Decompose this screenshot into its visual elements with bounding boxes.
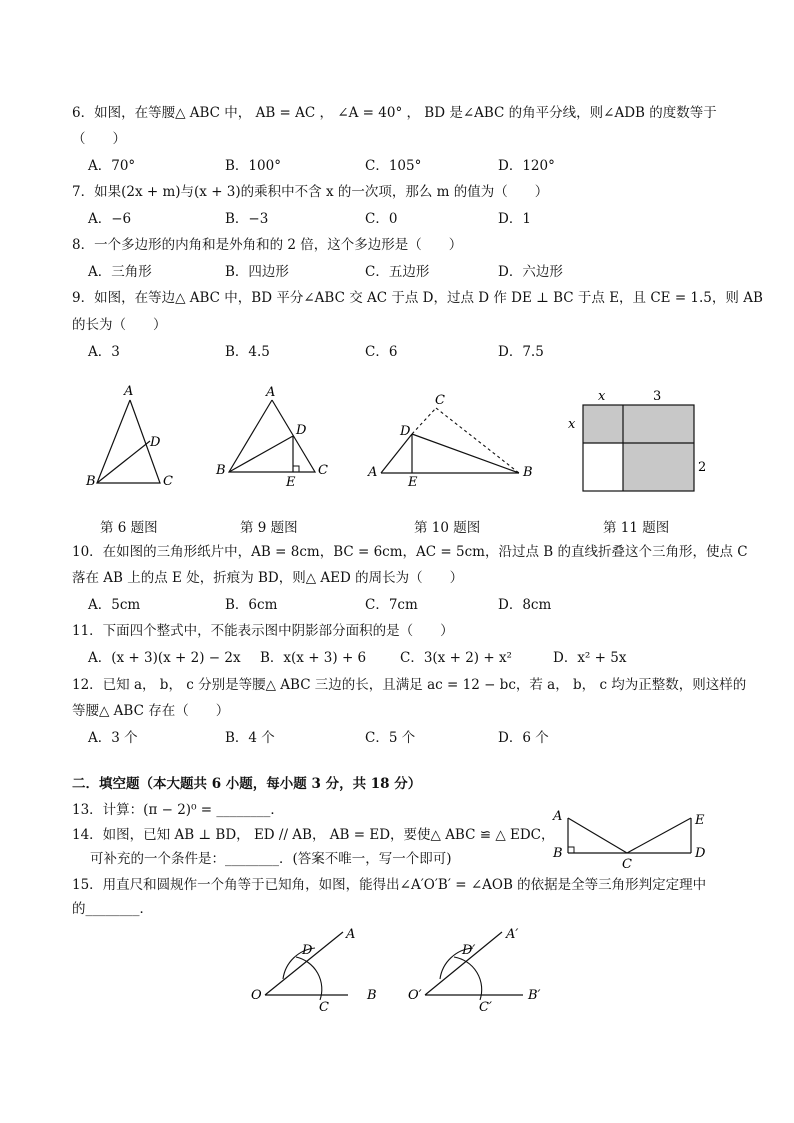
fig14-label-d: D <box>695 846 706 861</box>
q14-text2: 可补充的一个条件是：________．(答案不唯一，写一个即可) <box>90 851 452 867</box>
q11-option-b[interactable]: B．x(x + 3) + 6 <box>260 650 367 666</box>
fig6-label-c: C <box>163 474 173 489</box>
q9-option-c[interactable]: C．6 <box>365 344 398 360</box>
q9-option-b[interactable]: B．4.5 <box>225 344 270 360</box>
fig10-label-e: E <box>408 475 418 490</box>
q15-text2: 的________． <box>72 901 153 917</box>
fig15-angle-aob <box>251 927 377 1015</box>
fig14-label-a: A <box>553 809 563 824</box>
q7-option-c[interactable]: C．0 <box>365 211 398 227</box>
q8-option-b[interactable]: B．四边形 <box>225 264 289 280</box>
q7-option-d[interactable]: D．1 <box>498 211 531 227</box>
fig9-label-b: B <box>216 463 226 478</box>
q11-text: 11．下面四个整式中，不能表示图中阴影部分面积的是（ ） <box>72 623 454 639</box>
fig10-label-c: C <box>435 393 445 408</box>
fig14-label-e: E <box>695 813 705 828</box>
q8-option-a[interactable]: A．三角形 <box>88 264 152 280</box>
q12-option-b[interactable]: B．4 个 <box>225 730 275 746</box>
fig11-label-x-top: x <box>598 389 606 404</box>
fig15-label-d-prime: D′ <box>462 943 476 958</box>
fig9-label-d: D <box>296 423 307 438</box>
q12-option-c[interactable]: C．5 个 <box>365 730 416 746</box>
q14-text: 14．如图，已知 AB ⊥ BD， ED // AB， AB = ED，要使△ ABC ≌ △ EDC， <box>72 827 555 843</box>
fig10-label-d: D <box>400 424 411 439</box>
q9-text: 9．如图，在等边△ ABC 中，BD 平分∠ABC 交 AC 于点 D，过点 D 作 DE ⊥ BC 于点 E，且 CE = 1.5，则 AB <box>72 290 763 306</box>
q12-option-d[interactable]: D．6 个 <box>498 730 549 746</box>
q9-option-d[interactable]: D．7.5 <box>498 344 544 360</box>
fig15-label-b-prime: B′ <box>528 988 541 1003</box>
fig15-label-d: D <box>302 943 313 958</box>
fig6-caption: 第 6 题图 <box>100 520 158 536</box>
q6-option-b[interactable]: B．100° <box>225 158 281 174</box>
q6-text2: （ ） <box>72 131 126 147</box>
q9-option-a[interactable]: A．3 <box>88 344 120 360</box>
fig15-label-o-prime: O′ <box>408 988 422 1003</box>
q10-option-a[interactable]: A．5cm <box>88 597 141 613</box>
fig15-label-b: B <box>367 988 377 1003</box>
fig11-caption: 第 11 题图 <box>603 520 670 536</box>
fig11-label-3: 3 <box>653 389 662 404</box>
fig11-label-2: 2 <box>698 460 707 475</box>
q6-option-c[interactable]: C．105° <box>365 158 422 174</box>
fig6-label-d: D <box>150 435 161 450</box>
fig14-label-b: B <box>553 846 563 861</box>
q10-text2: 落在 AB 上的点 E 处，折痕为 BD，则△ AED 的周长为（ ） <box>72 570 464 586</box>
q11-option-d[interactable]: D．x² + 5x <box>553 650 627 666</box>
figure-10 <box>367 393 533 490</box>
q10-option-c[interactable]: C．7cm <box>365 597 418 613</box>
fig10-label-b: B <box>523 465 533 480</box>
q6-option-a[interactable]: A．70° <box>88 158 136 174</box>
q10-option-b[interactable]: B．6cm <box>225 597 278 613</box>
fig9-caption: 第 9 题图 <box>240 520 298 536</box>
fig14-label-c: C <box>622 857 632 872</box>
fig9-label-c: C <box>318 463 328 478</box>
fig15-label-c: C <box>319 1000 329 1015</box>
q6-option-d[interactable]: D．120° <box>498 158 555 174</box>
q12-option-a[interactable]: A．3 个 <box>88 730 138 746</box>
figures-row <box>0 378 794 508</box>
fig15-label-o: O <box>251 988 262 1003</box>
q8-option-c[interactable]: C．五边形 <box>365 264 430 280</box>
figure-14 <box>548 806 718 872</box>
q12-text2: 等腰△ ABC 存在（ ） <box>72 703 230 719</box>
fig15-angle-a-prime <box>408 927 541 1015</box>
fig15-label-a: A <box>346 927 356 942</box>
fig10-label-a: A <box>368 465 378 480</box>
fig10-caption: 第 10 题图 <box>414 520 481 536</box>
q8-option-d[interactable]: D．六边形 <box>498 264 563 280</box>
q10-text: 10．在如图的三角形纸片中，AB = 8cm，BC = 6cm，AC = 5cm，沿过点 B 的直线折叠这个三角形，使点 C <box>72 544 748 560</box>
q13-text: 13．计算：(π − 2)⁰ = ________． <box>72 802 284 818</box>
q7-option-b[interactable]: B．−3 <box>225 211 269 227</box>
figure-9 <box>215 385 328 490</box>
section-2-title: 二．填空题（本大题共 6 小题，每小题 3 分，共 18 分） <box>72 776 422 792</box>
fig11-label-x-left: x <box>568 417 576 432</box>
q6-text: 6．如图，在等腰△ ABC 中， AB = AC ， ∠A = 40° ， BD 是∠ABC 的角平分线，则∠ADB 的度数等于 <box>72 105 717 121</box>
figure-15 <box>240 918 560 1018</box>
figure-6 <box>85 384 173 489</box>
fig15-label-c-prime: C′ <box>479 1000 492 1015</box>
q12-text: 12．已知 a， b， c 分别是等腰△ ABC 三边的长，且满足 ac = 12 − bc，若 a， b， c 均为正整数，则这样的 <box>72 677 747 693</box>
q7-option-a[interactable]: A．−6 <box>88 211 132 227</box>
fig6-label-b: B <box>86 474 96 489</box>
fig9-label-a: A <box>266 385 276 400</box>
q10-option-d[interactable]: D．8cm <box>498 597 552 613</box>
q9-text2: 的长为（ ） <box>72 317 167 333</box>
q11-option-c[interactable]: C．3(x + 2) + x² <box>400 650 512 666</box>
q7-text: 7．如果(2x + m)与(x + 3)的乘积中不含 x 的一次项，那么 m 的值为（ ） <box>72 184 549 200</box>
q8-text: 8．一个多边形的内角和是外角和的 2 倍，这个多边形是（ ） <box>72 237 463 253</box>
fig6-label-a: A <box>124 384 134 399</box>
figure-11 <box>568 389 706 491</box>
fig15-label-a-prime: A′ <box>506 927 519 942</box>
q11-option-a[interactable]: A．(x + 3)(x + 2) − 2x <box>88 650 241 666</box>
q15-text: 15．用直尺和圆规作一个角等于已知角，如图，能得出∠A′O′B′ = ∠AOB 的依据是全等三角形判定定理中 <box>72 877 707 893</box>
fig9-label-e: E <box>286 475 296 490</box>
